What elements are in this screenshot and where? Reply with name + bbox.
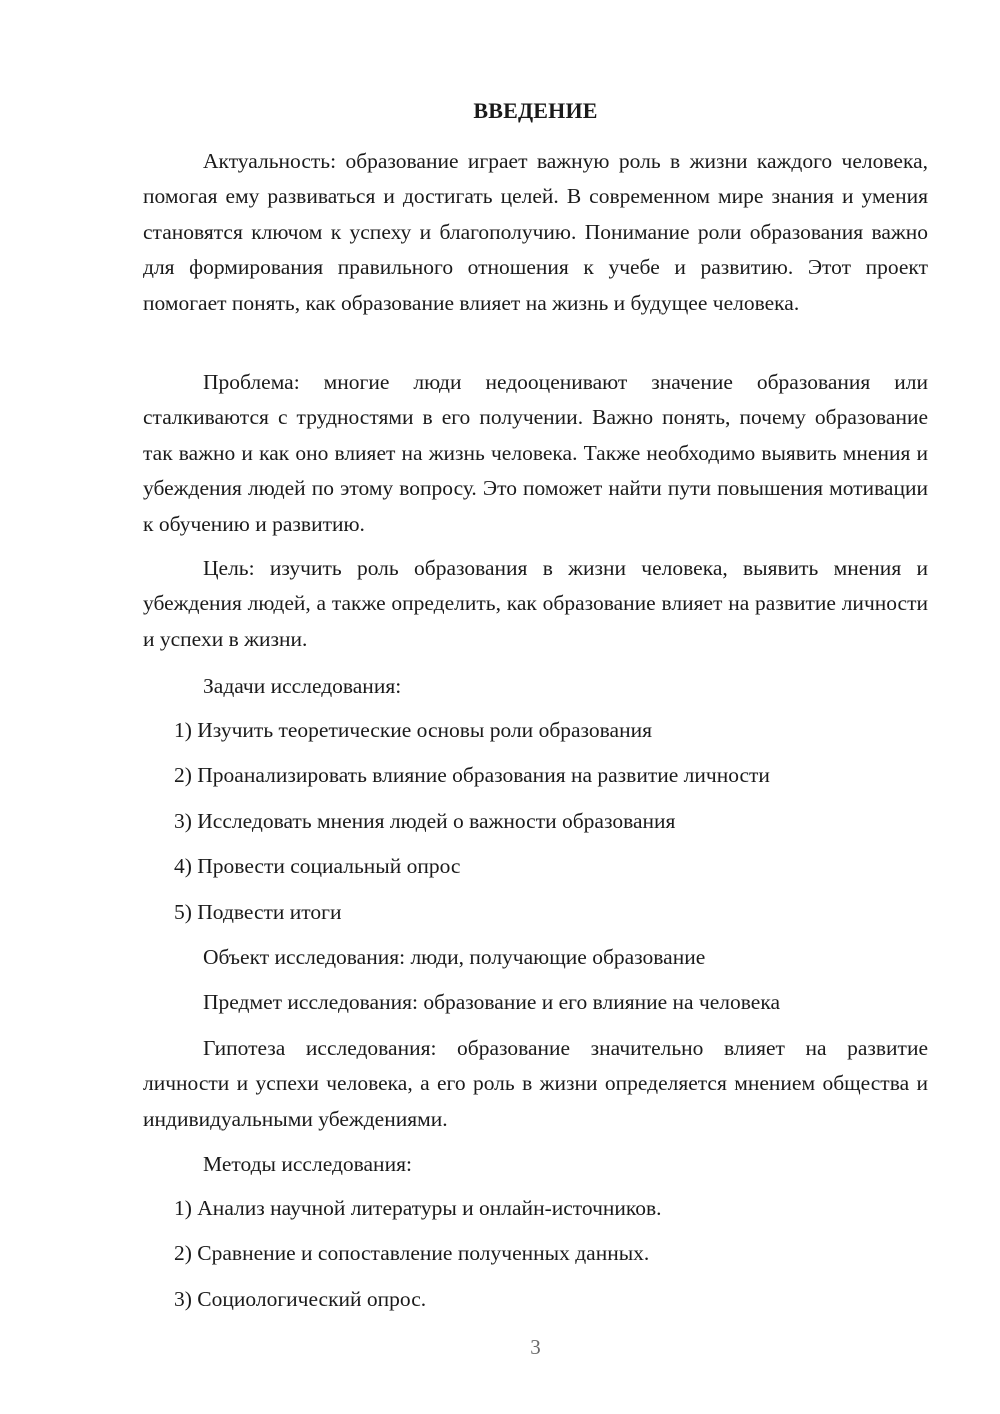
method-item: 2) Сравнение и сопоставление полученных данных. — [174, 1241, 650, 1265]
method-item: 1) Анализ научной литературы и онлайн-источников. — [174, 1196, 662, 1220]
paragraph-problem: Проблема: многие люди недооценивают значение образования или сталкиваются с трудностями в его получении. Важно понять, почему образование так важно и как оно влияет на жизнь человека. Также необходимо выявить мнения и убеждения людей по этому вопросу. Это поможет найти пути повышения мотивации к обучению и развитию. — [143, 370, 928, 536]
page-title: ВВЕДЕНИЕ — [473, 98, 598, 123]
task-item: 5) Подвести итоги — [174, 900, 342, 924]
page-number: 3 — [530, 1335, 541, 1359]
task-item: 3) Исследовать мнения людей о важности образования — [174, 809, 676, 833]
paragraph-goal: Цель: изучить роль образования в жизни человека, выявить мнения и убеждения людей, а также определить, как образование влияет на развитие личности и успехи в жизни. — [143, 556, 928, 651]
paragraph-hypothesis: Гипотеза исследования: образование значительно влияет на развитие личности и успехи человека, а его роль в жизни определяется мнением общества и индивидуальными убеждениями. — [143, 1036, 928, 1131]
research-object: Объект исследования: люди, получающие образование — [203, 945, 706, 969]
paragraph-relevance: Актуальность: образование играет важную роль в жизни каждого человека, помогая ему развиваться и достигать целей. В современном мире знания и умения становятся ключом к успеху и благополучию. Понимание роли образования важно для формирования правильного отношения к учебе и развитию. Этот проект помогает понять, как образование влияет на жизнь и будущее человека. — [143, 149, 928, 315]
research-subject: Предмет исследования: образование и его влияние на человека — [203, 990, 781, 1014]
methods-heading: Методы исследования: — [203, 1152, 412, 1176]
tasks-heading: Задачи исследования: — [203, 674, 402, 698]
task-item: 4) Провести социальный опрос — [174, 854, 461, 878]
task-item: 2) Проанализировать влияние образования на развитие личности — [174, 763, 770, 787]
task-item: 1) Изучить теоретические основы роли образования — [174, 718, 652, 742]
method-item: 3) Социологический опрос. — [174, 1287, 427, 1311]
